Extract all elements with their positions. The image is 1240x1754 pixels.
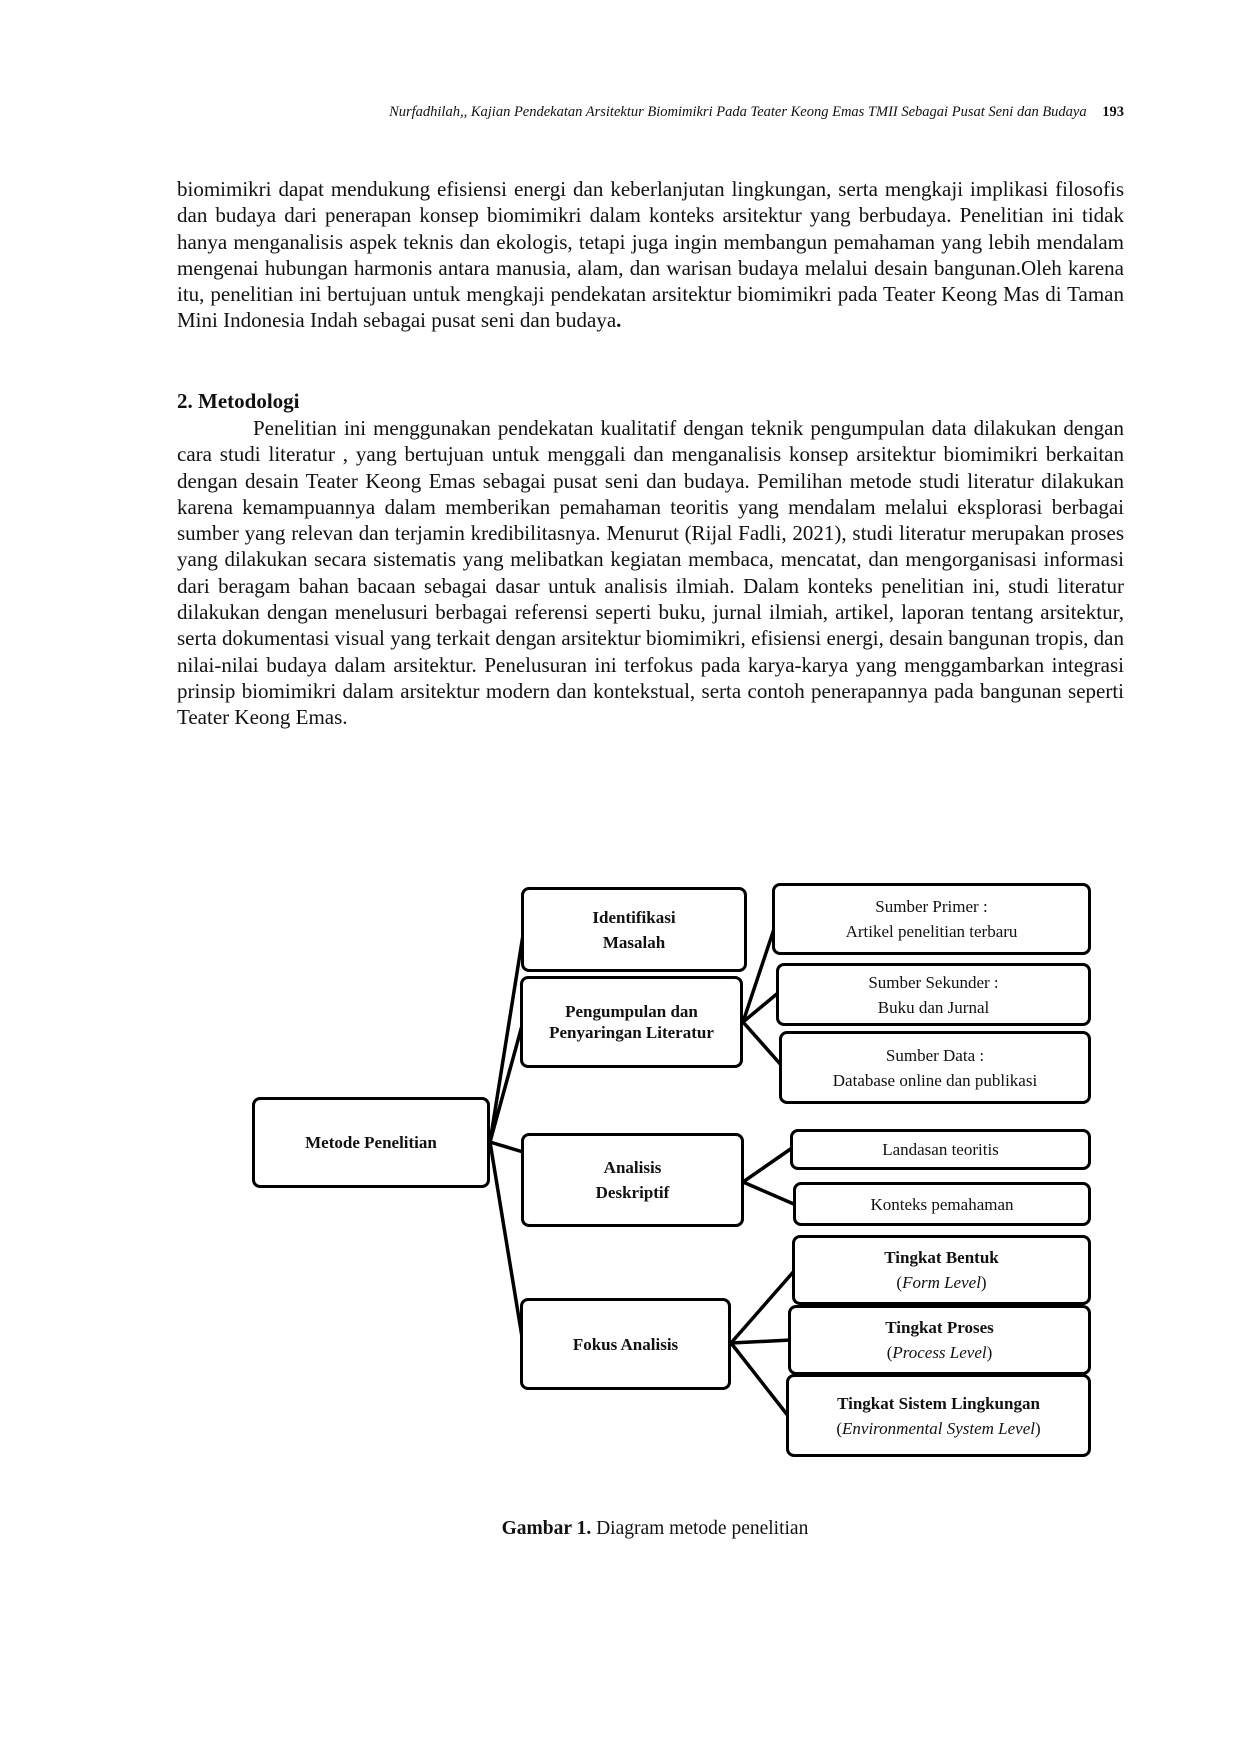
bentuk-subtitle: (Form Level) xyxy=(896,1273,987,1292)
connector-analisis-landasan xyxy=(743,1148,792,1182)
box-tingkat-proses xyxy=(788,1305,1091,1375)
analisis-line-2: Deskriptif xyxy=(595,1183,670,1202)
intro-end-mark: . xyxy=(616,308,622,333)
intro-text: biomimikri dapat mendukung efisiensi energi dan keberlanjutan lingkungan, serta mengkaji implikasi filosofis dan budaya dari penerapan konsep biomimikri dalam konteks arsitektur yang berbudaya. Penelitian ini tidak hanya menganalisis aspek teknis dan ekologis, tetapi juga ingin membangun pemahaman yang lebih mendalam mengenai hubungan harmonis antara manusia, alam, dan warisan budaya melalui desain bangunan.Oleh karena itu, penelitian ini bertujuan untuk mengkaji pendekatan arsitektur biomimikri pada Teater Keong Mas di Taman Mini Indonesia Indah sebagai pusat seni dan budaya xyxy=(177,177,1124,333)
proses-title: Tingkat Proses xyxy=(885,1318,994,1337)
sistem-subtitle: (Environmental System Level) xyxy=(836,1418,1041,1438)
analisis-line-1: Analisis xyxy=(603,1158,662,1177)
fokus-label: Fokus Analisis xyxy=(572,1334,679,1354)
connector-fokus-sistem xyxy=(731,1343,789,1417)
figure-caption-label: Gambar 1. xyxy=(501,1518,592,1539)
connector-root-identifikasi xyxy=(490,935,523,1142)
connector-fokus-proses xyxy=(731,1340,791,1343)
method-paragraph: Penelitian ini menggunakan pendekatan kualitatif dengan teknik pengumpulan data dilakukan dengan cara studi literatur , yang bertujuan untuk menggali dan menganalisis konsep arsitektur biomimikri berkaitan dengan desain Teater Keong Emas sebagai pusat seni dan budaya. Pemilihan metode studi literatur dilakukan karena kemampuannya dalam memberikan pemahaman teoritis yang mendalam melalui eksplorasi berbagai sumber yang relevan dan terjamin kredibilitasnya. Menurut (Rijal Fadli, 2021), studi literatur merupakan proses yang dilakukan secara sistematis yang melibatkan kegiatan membaca, mencatat, dan mengorganisasi informasi dari beragam bahan bacaan sebagai dasar untuk analisis ilmiah. Dalam konteks penelitian ini, studi literatur dilakukan dengan menelusuri berbagai referensi seperti buku, jurnal ilmiah, artikel, laporan tentang arsitektur, serta dokumentasi visual yang terkait dengan arsitektur biomimikri, efisiensi energi, desain bangunan tropis, dan nilai-nilai budaya dalam arsitektur. Penelusuran ini terfokus pada karya-karya yang menggambarkan integrasi prinsip biomimikri dalam arsitektur modern dan kontekstual, serta contoh penerapannya pada bangunan seperti Teater Keong Emas. xyxy=(177,416,1124,730)
connector-root-pengumpulan xyxy=(490,1022,523,1142)
running-header xyxy=(389,104,1124,121)
connector-root-analisis xyxy=(490,1142,523,1152)
sumber-data-line-1: Sumber Data : xyxy=(885,1045,985,1065)
konteks-label: Konteks pemahaman xyxy=(870,1194,1014,1214)
identifikasi-line-1: Identifikasi xyxy=(592,907,676,927)
box-fokus-analisis xyxy=(520,1298,731,1390)
sumber-sekunder-line-2: Buku dan Jurnal xyxy=(877,997,990,1017)
connector-pengumpulan-data xyxy=(743,1022,782,1066)
box-metode-penelitian-label: Metode Penelitian xyxy=(305,1133,437,1152)
connector-root-fokus xyxy=(490,1142,523,1343)
figure-caption-text: Diagram metode penelitian xyxy=(591,1518,809,1539)
sistem-title: Tingkat Sistem Lingkungan xyxy=(837,1393,1040,1413)
proses-subtitle: (Process Level) xyxy=(886,1343,993,1362)
sumber-primer-line-2: Artikel penelitian terbaru xyxy=(845,922,1018,941)
pengumpulan-line-1: Pengumpulan dan xyxy=(565,1002,698,1021)
identifikasi-line-2: Masalah xyxy=(602,932,666,952)
box-konteks-pemahaman xyxy=(793,1182,1091,1226)
box-tingkat-sistem xyxy=(786,1374,1091,1457)
sumber-primer-line-1: Sumber Primer : xyxy=(875,897,988,916)
landasan-label: Landasan teoritis xyxy=(882,1140,999,1159)
page-number: 193 xyxy=(1102,104,1124,120)
connector-fokus-bentuk xyxy=(731,1270,795,1343)
section-heading: 2. Metodologi xyxy=(177,389,300,413)
box-analisis-deskriptif xyxy=(521,1133,744,1227)
box-landasan-teoritis xyxy=(790,1129,1091,1170)
box-metode-penelitian xyxy=(252,1097,490,1188)
sumber-data-line-2: Database online dan publikasi xyxy=(832,1070,1038,1090)
running-title: Nurfadhilah,, Kajian Pendekatan Arsitektur Biomimikri Pada Teater Keong Emas TMII Sebagai Pusat Seni dan Budaya xyxy=(389,104,1087,120)
box-sumber-data xyxy=(779,1031,1091,1104)
connector-analisis-konteks xyxy=(743,1182,796,1205)
box-pengumpulan-literatur xyxy=(520,976,743,1068)
intro-paragraph xyxy=(177,176,1124,334)
box-sumber-primer xyxy=(772,883,1091,955)
box-sumber-sekunder xyxy=(776,963,1091,1026)
figure-caption xyxy=(0,1518,1240,1540)
pengumpulan-line-2: Penyaringan Literatur xyxy=(549,1023,714,1042)
box-tingkat-bentuk xyxy=(792,1235,1091,1305)
connector-pengumpulan-sekunder xyxy=(743,993,778,1022)
bentuk-title: Tingkat Bentuk xyxy=(884,1248,999,1267)
box-identifikasi-masalah xyxy=(521,887,747,972)
sumber-sekunder-line-1: Sumber Sekunder : xyxy=(868,972,999,992)
